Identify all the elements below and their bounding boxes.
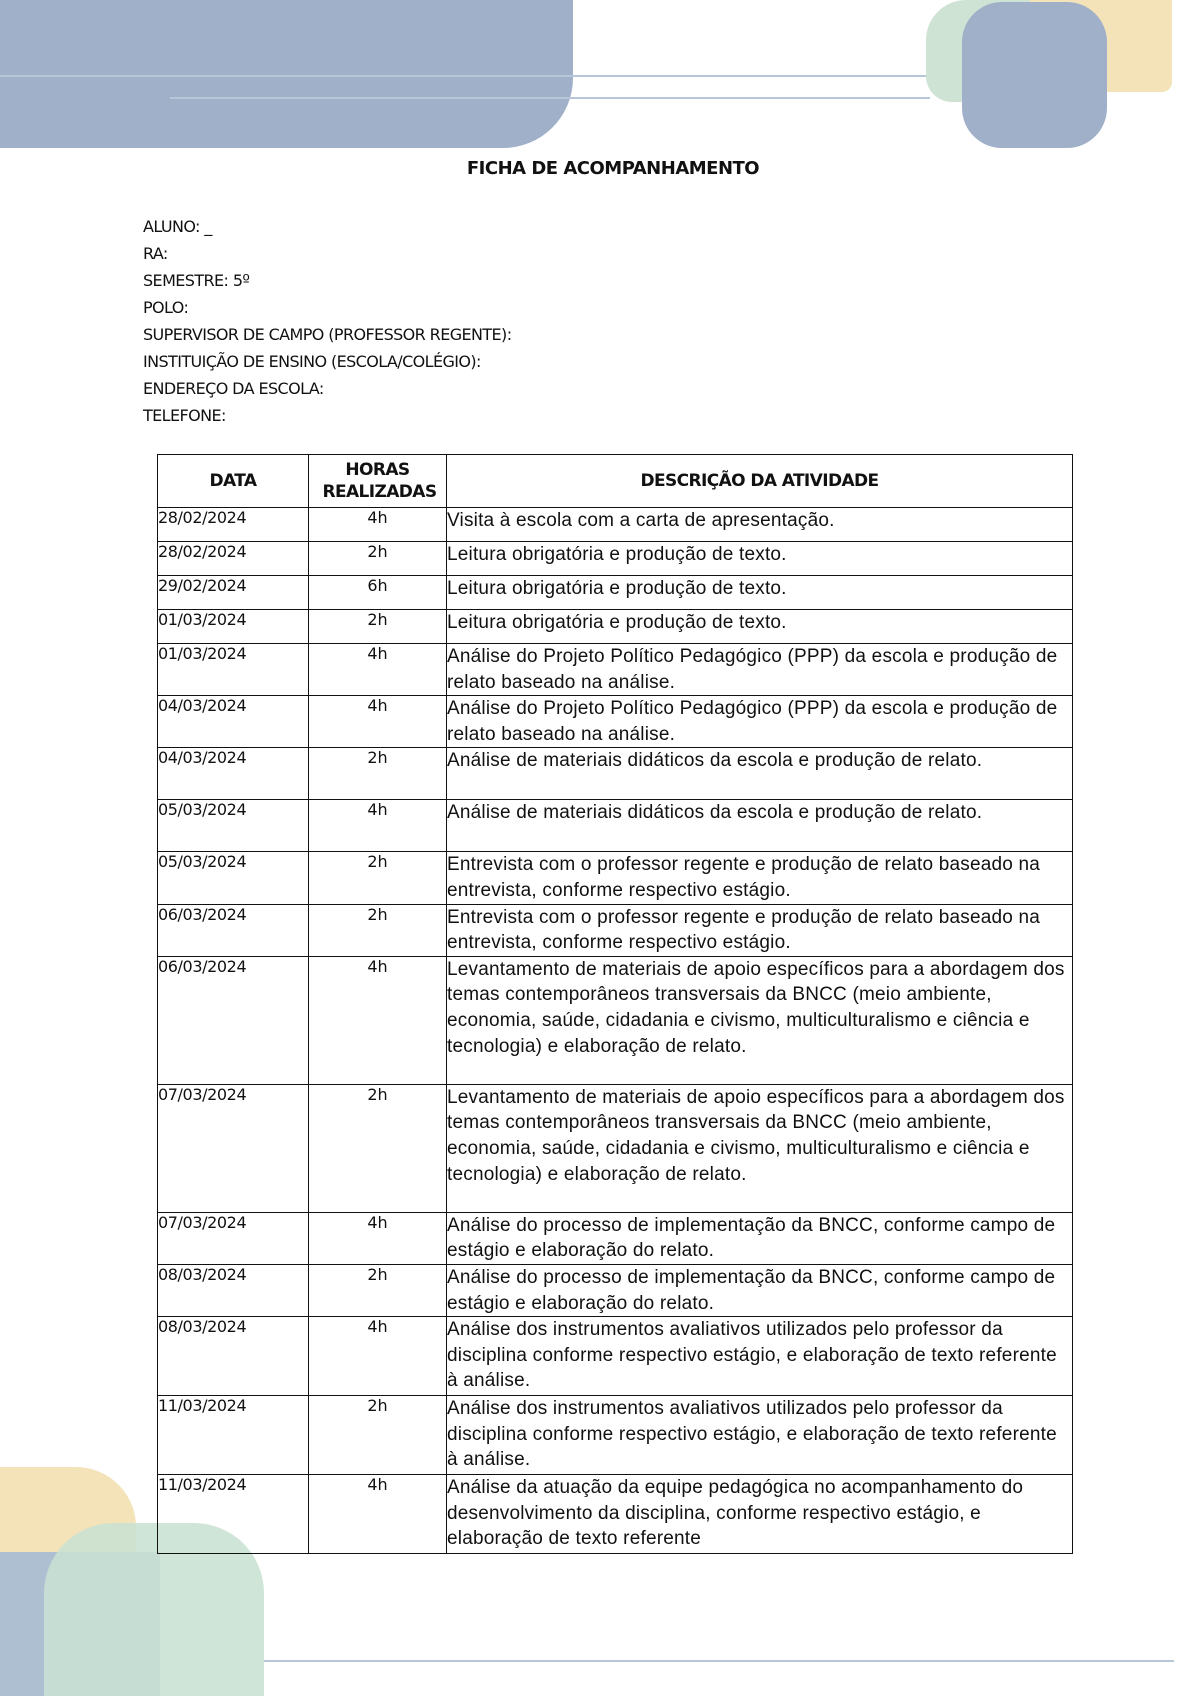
description-cell-text: Análise do Projeto Político Pedagógico (PPP) da escola e produção de relato baseado na análise.	[447, 646, 1058, 693]
description-cell-text: Entrevista com o professor regente e produção de relato baseado na entrevista, conforme respectivo estágio.	[447, 854, 1041, 901]
table-row	[158, 1212, 1073, 1264]
description-cell	[447, 644, 1073, 696]
date-cell-text: 06/03/2024	[158, 904, 247, 924]
description-cell-text: Visita à escola com a carta de apresentação.	[447, 510, 835, 531]
description-cell	[447, 696, 1073, 748]
date-cell-text: 05/03/2024	[158, 800, 247, 820]
description-cell-text: Leitura obrigatória e produção de texto.	[447, 612, 787, 633]
hours-cell-text: 2h	[367, 1264, 388, 1284]
description-cell-text: Levantamento de materiais de apoio específicos para a abordagem dos temas contemporâneos transversais da BNCC (meio ambiente, economia, saúde, cidadania e civismo, multiculturalismo e ciência e tecnologia) e elaboração de relato.	[447, 958, 1065, 1057]
table-header-row	[158, 455, 1073, 508]
table-row	[158, 610, 1073, 644]
hours-cell	[309, 576, 447, 610]
description-cell-text: Análise do processo de implementação da BNCC, conforme campo de estágio e elaboração do relato.	[447, 1266, 1056, 1314]
description-cell	[447, 1212, 1073, 1264]
field-polo: POLO:	[143, 298, 189, 317]
date-cell-text: 28/02/2024	[158, 542, 247, 561]
field-ra: RA:	[143, 244, 168, 263]
table-row	[158, 904, 1073, 956]
table-row	[158, 576, 1073, 610]
date-cell-text: 08/03/2024	[158, 1317, 247, 1337]
hours-cell	[309, 852, 447, 904]
hours-cell-text: 2h	[367, 852, 388, 872]
hours-cell-text: 4h	[367, 1475, 388, 1495]
date-cell	[158, 1317, 309, 1396]
decorative-shape-top-right-blue	[962, 2, 1107, 148]
hours-cell	[309, 1264, 447, 1316]
hours-cell	[309, 904, 447, 956]
date-cell-text: 11/03/2024	[158, 1475, 247, 1495]
description-cell	[447, 1317, 1073, 1396]
date-cell	[158, 508, 309, 542]
hours-cell	[309, 1212, 447, 1264]
hours-cell-text: 4h	[367, 696, 388, 716]
hours-cell	[309, 542, 447, 576]
description-cell-text: Levantamento de materiais de apoio específicos para a abordagem dos temas contemporâneos transversais da BNCC (meio ambiente, economia, saúde, cidadania e civismo, multiculturalismo e ciência e tecnologia) e elaboração de relato.	[447, 1086, 1065, 1185]
date-cell	[158, 576, 309, 610]
table-row	[158, 696, 1073, 748]
description-cell	[447, 542, 1073, 576]
description-cell-text: Análise da atuação da equipe pedagógica no acompanhamento do desenvolvimento da disciplina, conforme respectivo estágio, e elaboração de texto referente	[447, 1477, 1024, 1550]
decorative-shape-top-left	[0, 0, 573, 148]
hours-cell-text: 4h	[367, 800, 388, 820]
description-cell	[447, 956, 1073, 1084]
description-cell	[447, 1475, 1073, 1554]
description-cell-text: Análise do processo de implementação da BNCC, conforme campo de estágio e elaboração do relato.	[447, 1214, 1056, 1262]
description-cell	[447, 800, 1073, 852]
hours-cell-text: 2h	[367, 748, 388, 768]
date-cell-text: 04/03/2024	[158, 748, 247, 768]
date-cell-text: 08/03/2024	[158, 1264, 247, 1284]
description-cell	[447, 904, 1073, 956]
column-header-date: DATA	[158, 455, 309, 508]
decorative-line	[264, 1660, 1174, 1662]
date-cell	[158, 1264, 309, 1316]
date-cell	[158, 610, 309, 644]
description-cell-text: Análise dos instrumentos avaliativos utilizados pelo professor da disciplina conforme respectivo estágio, e elaboração de texto referente à análise.	[447, 1319, 1057, 1392]
hours-cell-text: 4h	[367, 956, 388, 976]
description-cell-text: Análise do Projeto Político Pedagógico (PPP) da escola e produção de relato baseado na análise.	[447, 698, 1058, 745]
hours-cell-text: 4h	[367, 1317, 388, 1337]
hours-cell-text: 2h	[367, 1084, 388, 1104]
table-row	[158, 1084, 1073, 1212]
hours-cell-text: 2h	[367, 542, 388, 561]
field-semestre: SEMESTRE: 5º	[143, 271, 250, 290]
table-row	[158, 748, 1073, 800]
hours-cell	[309, 800, 447, 852]
hours-cell-text: 2h	[367, 1396, 388, 1416]
date-cell-text: 11/03/2024	[158, 1396, 247, 1416]
hours-cell-text: 4h	[367, 644, 388, 663]
description-cell	[447, 1396, 1073, 1475]
hours-cell	[309, 1475, 447, 1554]
date-cell-text: 04/03/2024	[158, 696, 247, 716]
activities-table	[157, 454, 1073, 1554]
date-cell-text: 29/02/2024	[158, 576, 247, 595]
hours-cell	[309, 696, 447, 748]
date-cell	[158, 1396, 309, 1475]
date-cell	[158, 956, 309, 1084]
description-cell	[447, 748, 1073, 800]
description-cell	[447, 852, 1073, 904]
hours-cell	[309, 956, 447, 1084]
date-cell-text: 01/03/2024	[158, 610, 247, 629]
description-cell	[447, 576, 1073, 610]
date-cell	[158, 748, 309, 800]
hours-cell	[309, 1396, 447, 1475]
table-row	[158, 956, 1073, 1084]
table-row	[158, 800, 1073, 852]
table-row	[158, 1396, 1073, 1475]
hours-cell-text: 2h	[367, 904, 388, 924]
date-cell	[158, 1084, 309, 1212]
description-cell-text: Leitura obrigatória e produção de texto.	[447, 578, 787, 599]
column-header-hours	[309, 455, 447, 508]
hours-cell	[309, 1317, 447, 1396]
hours-cell	[309, 1084, 447, 1212]
table-row	[158, 852, 1073, 904]
table-row	[158, 1475, 1073, 1554]
date-cell-text: 07/03/2024	[158, 1212, 247, 1232]
description-cell-text: Análise dos instrumentos avaliativos utilizados pelo professor da disciplina conforme respectivo estágio, e elaboração de texto referente à análise.	[447, 1398, 1057, 1471]
hours-cell	[309, 644, 447, 696]
table-row	[158, 1317, 1073, 1396]
student-info-block	[143, 213, 512, 429]
hours-cell	[309, 748, 447, 800]
date-cell-text: 06/03/2024	[158, 956, 247, 976]
hours-cell-text: 2h	[367, 610, 388, 629]
description-cell-text: Entrevista com o professor regente e produção de relato baseado na entrevista, conforme respectivo estágio.	[447, 906, 1041, 954]
table-row	[158, 508, 1073, 542]
table-row	[158, 542, 1073, 576]
field-supervisor: SUPERVISOR DE CAMPO (PROFESSOR REGENTE):	[143, 325, 512, 344]
description-cell-text: Análise de materiais didáticos da escola e produção de relato.	[447, 750, 983, 772]
date-cell-text: 05/03/2024	[158, 852, 247, 872]
hours-cell-text: 4h	[367, 508, 388, 527]
date-cell	[158, 542, 309, 576]
hours-cell-text: 6h	[367, 576, 388, 595]
column-header-description: DESCRIÇÃO DA ATIVIDADE	[447, 455, 1073, 508]
date-cell-text: 01/03/2024	[158, 644, 247, 663]
date-cell	[158, 644, 309, 696]
description-cell-text: Leitura obrigatória e produção de texto.	[447, 544, 787, 565]
description-cell-text: Análise de materiais didáticos da escola e produção de relato.	[447, 802, 983, 824]
field-endereco: ENDEREÇO DA ESCOLA:	[143, 379, 324, 398]
date-cell	[158, 852, 309, 904]
field-telefone: TELEFONE:	[143, 406, 226, 425]
date-cell	[158, 696, 309, 748]
hours-cell	[309, 610, 447, 644]
table-row	[158, 644, 1073, 696]
table-row	[158, 1264, 1073, 1316]
date-cell	[158, 904, 309, 956]
description-cell	[447, 1084, 1073, 1212]
hours-cell-text: 4h	[367, 1212, 388, 1232]
description-cell	[447, 610, 1073, 644]
field-aluno: ALUNO: _	[143, 217, 212, 236]
date-cell	[158, 800, 309, 852]
date-cell	[158, 1212, 309, 1264]
hours-cell	[309, 508, 447, 542]
column-header-hours-label: HORAS REALIZADAS	[322, 460, 437, 502]
date-cell-text: 07/03/2024	[158, 1084, 247, 1104]
date-cell-text: 28/02/2024	[158, 508, 247, 527]
date-cell	[158, 1475, 309, 1554]
field-instituicao: INSTITUIÇÃO DE ENSINO (ESCOLA/COLÉGIO):	[143, 352, 481, 371]
table-body	[158, 508, 1073, 1554]
description-cell	[447, 508, 1073, 542]
description-cell	[447, 1264, 1073, 1316]
decorative-line	[170, 97, 930, 99]
document-title: FICHA DE ACOMPANHAMENTO	[466, 158, 760, 179]
